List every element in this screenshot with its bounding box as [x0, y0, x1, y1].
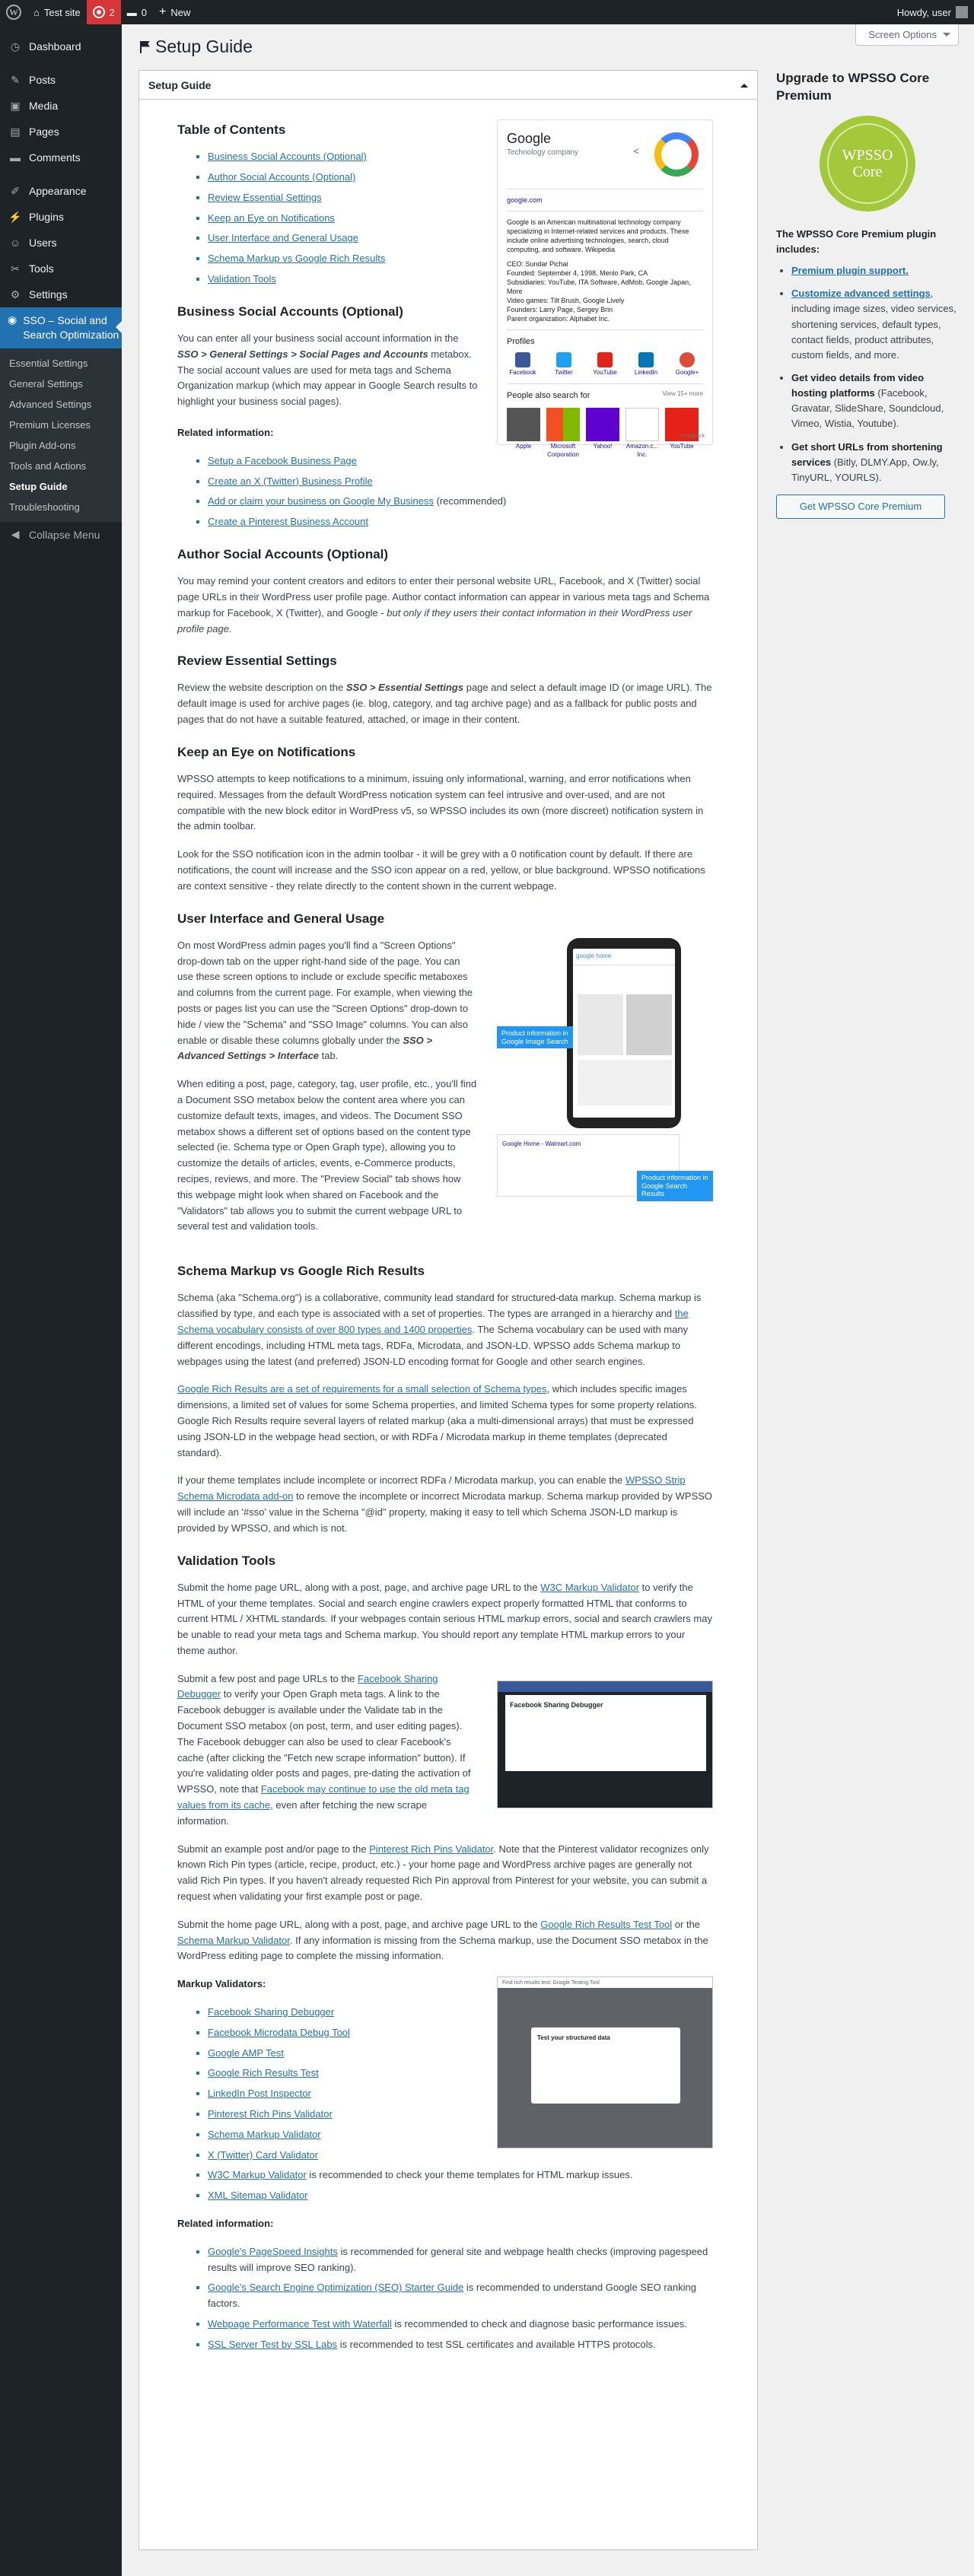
menu-item-dashboard[interactable]	[0, 33, 122, 59]
collapse-icon: ◀	[11, 528, 20, 541]
markup-validators-heading: Markup Validators:	[177, 1978, 266, 1990]
link-advanced-settings[interactable]: Customize advanced settings	[791, 288, 931, 300]
link-twitter-business[interactable]: Create an X (Twitter) Business Profile	[208, 475, 373, 487]
pin-icon: ✎	[11, 73, 20, 86]
author-heading: Author Social Accounts (Optional)	[177, 546, 389, 561]
notifications-paragraph-2: Look for the SSO notification icon in the admin toolbar - it will be grey with a 0 notification count by default. If there are notifications, the count will increase and the SSO icon appear on a red, yellow, or blue background. WPSSO notifications are context sensitive - they relate directly to the content shown in the current webpage.	[177, 848, 705, 892]
sidebar-intro: The WPSSO Core Premium plugin includes:	[776, 227, 937, 256]
kp-people	[507, 408, 703, 460]
callout-search-results: Product information in Google Search Results	[637, 1171, 713, 1201]
schema-paragraph-1: Schema (aka "Schema.org") is a collaborative, community lead standard for structured-data markup. Schema markup is classified by type, and each type is associated with a set of properties. The types are arranged in a hierarchy and the Schema vocabulary consists of over 800 types and 1400 properties. The Schema vocabulary can be used with many different encodings, including HTML meta tags, RDFa, Microdata, and JSON-LD. WPSSO adds Schema markup to webpages using the latest (and preferred) JSON-LD encoding format for Google and other search engines.	[177, 1292, 702, 1367]
menu-item-plugins[interactable]	[0, 204, 122, 230]
kp-description: Google is an American multinational technology company specializing in Internet-related services and products. These include online advertising technologies, search, cloud computing, and software. Wikipedia	[507, 218, 689, 254]
kp-profiles-title: Profiles	[507, 337, 535, 347]
validator-link[interactable]: Schema Markup Validator	[208, 2128, 321, 2140]
submenu-item-licenses[interactable]: Premium Licenses	[9, 418, 91, 431]
collapse-toggle-icon[interactable]	[740, 80, 748, 87]
kp-fact: Founded: September 4, 1998, Menlo Park, CA	[507, 269, 648, 277]
metabox-title: Setup Guide	[148, 78, 212, 91]
menu-item-media[interactable]	[0, 93, 122, 119]
validation-heading: Validation Tools	[177, 1553, 276, 1568]
menu-item-label: Users	[29, 237, 57, 249]
comment-icon: ▬	[10, 151, 21, 164]
menu-item-label: Tools	[29, 262, 54, 275]
avatar	[956, 6, 968, 18]
schema-paragraph-2: Google Rich Results are a set of requirements for a small selection of Schema types, which includes specific images dimensions, a limited set of values for some Schema properties, and limited Schema types for some property relations. Google Rich Results require several layers of related markup (aka a multi-dimensional arrays) that must be expressed using JSON-LD in the webpage head section, or with RDFa / Microdata markup in theme templates (deprecated standard).	[177, 1383, 697, 1458]
menu-item-label: Media	[29, 100, 59, 112]
comment-icon: ▬	[126, 6, 137, 18]
schema-paragraph-3: If your theme templates include incomplete or incorrect RDFa / Microdata markup, you can enable the WPSSO Strip Schema Microdata add-on to remove the incomplete or incorrect Microdata markup. Schema markup provided by WPSSO will include an '#sso' value in the Schema "@id" property, making it easy to tell which Schema JSON-LD markup is provided by WPSSO, and which is not.	[177, 1474, 713, 1534]
get-premium-button[interactable]: Get WPSSO Core Premium	[776, 495, 945, 519]
business-paragraph: You can enter all your business social account information in the SSO > General Settings > Social Pages and Accounts metabox. The social account values are used for meta tags and Schema Organization markup (which may appear in Google Search results to highlight your business social pages).	[177, 332, 478, 408]
collapse-menu-button[interactable]	[0, 522, 122, 548]
toc-link-business[interactable]: Business Social Accounts (Optional)	[208, 151, 367, 163]
submenu-item-advanced[interactable]: Advanced Settings	[9, 398, 92, 410]
toc-link-schema[interactable]: Schema Markup vs Google Rich Results	[208, 253, 386, 265]
sso-menu-icon: ◉	[8, 313, 18, 326]
admin-menu	[0, 24, 122, 2576]
validation-paragraph-2: Submit a few post and page URLs to the Facebook Sharing Debugger to verify your Open Graph meta tags. A link to the Facebook debugger is available under the Validate tab in the Document SSO metabox (on post, term, and user editing pages). The Facebook debugger can also be used to clear Facebook's cache (after clicking the "Fetch new scrape information" button). If you're validating older posts and pages, pre-dating the activation of WPSSO, note that Facebook may continue to use the old meta tag values from its cache, even after fetching the new scrape information.	[177, 1672, 471, 1827]
toc-link-review[interactable]: Review Essential Settings	[208, 191, 322, 203]
kp-profile-youtube: YouTube	[589, 352, 621, 377]
share-icon: <	[633, 145, 639, 157]
link-strip-microdata[interactable]: WPSSO Strip Schema Microdata add-on	[177, 1474, 686, 1503]
validation-related-list: ▪ Google's PageSpeed Insights is recommended for general site and webpage health checks (improving pagespeed results will improve SEO ranking). ▪ Google's Search Engine Optimization (SEO) Starter Guide is recommended to understand Google SEO ranking factors. ▪ Webpage Performance Test with Waterfall is recommended to check and diagnose basic performance issues. ▪ SSL Server Test by SSL Labs is recommended to test SSL certificates and available HTTPS protocols.	[208, 2244, 713, 2353]
rich-results-test-image	[497, 1977, 713, 2148]
comments-link[interactable]	[121, 0, 153, 24]
kp-feedback: Feedback	[681, 433, 705, 439]
metabox-header[interactable]	[139, 71, 757, 100]
new-content-link[interactable]	[153, 0, 196, 24]
kp-person: Yahoo!	[586, 408, 619, 460]
plug-icon: ⚡	[8, 210, 22, 223]
kp-people-more: View 15+ more	[662, 390, 703, 398]
result-title: Google Home - Walmart.com	[502, 1140, 581, 1147]
menu-item-sso[interactable]	[0, 307, 122, 348]
wpsso-core-badge-icon: WPSSO Core	[820, 116, 915, 211]
toc-link-validation[interactable]: Validation Tools	[208, 272, 276, 285]
kp-person: Microsoft Corporation	[546, 408, 580, 460]
menu-item-label: SSO – Social and Search Optimization	[23, 314, 119, 341]
menu-item-label: Appearance	[29, 185, 87, 197]
link-facebook-cache[interactable]: Facebook may continue to use the old meta tag values from its cache	[177, 1783, 469, 1811]
validator-link[interactable]: X (Twitter) Card Validator	[208, 2148, 318, 2161]
submenu-item-addons[interactable]: Plugin Add-ons	[9, 439, 76, 451]
validator-link-w3c[interactable]: W3C Markup Validator	[208, 2169, 307, 2181]
validator-link-xml-sitemap[interactable]: XML Sitemap Validator	[208, 2190, 308, 2202]
home-icon: ⌂	[33, 6, 40, 18]
menu-item-settings[interactable]	[0, 281, 122, 307]
validator-link[interactable]: Google AMP Test	[208, 2046, 284, 2059]
link-schema-markup-validator[interactable]: Schema Markup Validator	[177, 1934, 290, 1946]
ui-heading: User Interface and General Usage	[177, 911, 385, 926]
setup-guide-metabox	[138, 70, 758, 2550]
ui-paragraph-2: When editing a post, page, category, tag, user profile, etc., you'll find a Document SSO metabox below the content area where you can customize default texts, images, and videos. The Document SSO metabox shows a different set of options based on the content type selected (ie. Schema type or Open Graph type), allowing you to customize the details of articles, events, e-Commerce products, recipes, reviews, and more. The "Preview Social" tab shows how this webpage might look when shared on Facebook and the "Validators" tab allows you to submit the current webpage URL to several test and validation tools.	[177, 1078, 477, 1232]
link-w3c-validator[interactable]: W3C Markup Validator	[540, 1581, 640, 1593]
google-logo	[654, 132, 699, 177]
main-content	[122, 24, 974, 2576]
sso-icon	[93, 6, 105, 18]
premium-features	[791, 263, 959, 485]
feature-item	[791, 263, 959, 278]
dashboard-icon: ◷	[10, 40, 21, 52]
link-seo-starter-guide[interactable]: Google's Search Engine Optimization (SEO) Starter Guide	[208, 2282, 464, 2294]
fb-card-title: Facebook Sharing Debugger	[510, 1700, 603, 1709]
validator-link[interactable]: Facebook Sharing Debugger	[208, 2006, 335, 2018]
premium-upsell-sidebar	[776, 70, 959, 519]
google-knowledge-panel-image	[497, 119, 713, 458]
link-google-rich-results-test[interactable]: Google Rich Results Test Tool	[540, 1918, 673, 1930]
page-title-text: Setup Guide	[155, 37, 253, 56]
sidebar-title: Upgrade to WPSSO Core Premium	[776, 71, 930, 103]
howdy-label: Howdy, user	[896, 6, 951, 18]
wordpress-logo[interactable]	[0, 0, 27, 24]
business-related-heading: Related information:	[177, 426, 274, 438]
validation-paragraph-1: Submit the home page URL, along with a post, page, and archive page URL to the W3C Markup Validator to verify the HTML of your theme templates. Social and search engine crawlers expect properly formatted HTML that conforms to current HTML / XHTML standards. If your webpages contain serious HTML markup errors, social and search crawlers may be unable to read your meta tags and Schema markup. You should report any template HTML markup errors to your theme author.	[177, 1581, 712, 1656]
kp-people-title: People also search for	[507, 391, 590, 401]
site-name-label: Test site	[43, 6, 81, 18]
menu-item-tools[interactable]	[0, 256, 122, 281]
comments-count: 0	[141, 6, 148, 18]
submenu-item-essential[interactable]: Essential Settings	[9, 357, 88, 369]
kp-fact: Subsidiaries: YouTube, ITA Software, AdMob, Google Japan, More	[507, 278, 691, 295]
toc-link-ui[interactable]: User Interface and General Usage	[208, 232, 358, 244]
validator-link[interactable]: Pinterest Rich Pins Validator	[208, 2108, 333, 2120]
kp-profile-twitter: Twitter	[548, 352, 580, 377]
sso-notification-count: 2	[109, 6, 115, 18]
menu-item-label: Dashboard	[29, 40, 81, 52]
ui-paragraph-1: On most WordPress admin pages you'll find a "Screen Options" drop-down tab on the upper right-hand side of the page. You can use these screen options to include or exclude specific metaboxes and columns from the current page. For example, when viewing the posts or pages list you can use the "Screen Options" drop-down to hide / view the "Schema" and "SSO Image" columns. You can also enable or disable these columns globally under the SSO > Advanced Settings > Interface tab.	[177, 939, 473, 1062]
validator-link[interactable]: Facebook Microdata Debug Tool	[208, 2026, 350, 2038]
menu-item-users[interactable]	[0, 230, 122, 256]
brush-icon: ✐	[11, 184, 20, 197]
feature-item: • Get short URLs from shortening services (Bitly, DLMY.App, Ow.ly, TinyURL, YOURLS).	[791, 440, 959, 485]
callout-image-search: Product information in Google Image Search	[497, 1026, 573, 1049]
notifications-paragraph-1: WPSSO attempts to keep notifications to a minimum, issuing only informational, warning, and error notifications when required. Messages from the default WordPress notication system can feel intrusive and over-used, and are not compatible with the new block editor in WordPress v5, so WPSSO includes its own (more discreet) notification system in the admin toolbar.	[177, 773, 704, 832]
validator-link[interactable]: Google Rich Results Test	[208, 2067, 319, 2079]
kp-person: Amazon.c... Inc.	[625, 408, 659, 460]
settings-icon: ⚙	[10, 288, 21, 301]
link-premium-support[interactable]: Premium plugin support.	[791, 265, 909, 277]
phone-mockup: google home	[567, 938, 681, 1128]
facebook-debugger-image	[497, 1681, 713, 1808]
kp-person: Apple	[507, 408, 540, 460]
google-product-results-image	[497, 938, 713, 1197]
kp-profile-googleplus: Google+	[671, 352, 703, 377]
rich-test-dialog-title: Test your structured data	[537, 2034, 610, 2042]
wrench-icon: ✂	[11, 262, 20, 275]
sso-notifications[interactable]	[87, 0, 121, 24]
plus-icon: +	[159, 5, 167, 18]
toc-heading: Table of Contents	[177, 122, 286, 137]
feature-item: • Customize advanced settings, including image sizes, video services, shortening services, default types, contact fields, product attributes, custom fields, and more.	[791, 286, 959, 363]
menu-item-label: Comments	[29, 151, 81, 164]
account-menu[interactable]	[897, 6, 974, 18]
link-webpage-test[interactable]: Webpage Performance Test with Waterfall	[208, 2317, 392, 2330]
menu-item-label: Settings	[29, 288, 68, 301]
w3c-note: is recommended to check your theme templates for HTML markup issues.	[306, 2169, 633, 2181]
kp-fact: CEO: Sundar Pichai	[507, 259, 568, 268]
notifications-heading: Keep an Eye on Notifications	[177, 744, 356, 759]
menu-item-comments[interactable]	[0, 145, 122, 170]
kp-fact: Parent organization: Alphabet Inc.	[507, 315, 610, 323]
link-pinterest-validator[interactable]: Pinterest Rich Pins Validator	[369, 1843, 494, 1855]
kp-fact: Founders: Larry Page, Sergey Brin	[507, 306, 613, 314]
submenu-item-troubleshooting[interactable]: Troubleshooting	[9, 501, 80, 513]
link-schema-vocabulary[interactable]: the Schema vocabulary consists of over 800 types and 1400 properties	[177, 1308, 689, 1335]
author-paragraph: You may remind your content creators and editors to enter their personal website URL, Facebook, and X (Twitter) social page URLs in their WordPress user profile page. Author contact information can appear in various meta tags and Schema markup for Facebook, X (Twitter), and Google - but only if they users their contact information in their WordPress user profile page.	[177, 575, 710, 634]
screen-options-button[interactable]: Screen Options	[855, 24, 959, 46]
user-icon: ☺	[9, 237, 21, 249]
link-facebook-business[interactable]: Setup a Facebook Business Page	[208, 454, 357, 466]
collapse-label: Collapse Menu	[29, 528, 100, 541]
kp-site: google.com	[507, 196, 543, 204]
kp-profile-linkedin: LinkedIn	[630, 352, 662, 377]
sso-submenu	[0, 348, 122, 522]
wordpress-icon: W	[6, 5, 21, 20]
validation-related-heading: Related information:	[177, 2218, 274, 2229]
kp-title: Google	[507, 131, 552, 146]
guide-content	[177, 119, 713, 2365]
new-label: New	[170, 6, 191, 18]
page-title	[138, 37, 253, 57]
link-rich-results-requirements[interactable]: Google Rich Results are a set of requirements for a small selection of Schema types	[177, 1383, 547, 1395]
menu-item-pages[interactable]	[0, 119, 122, 145]
link-facebook-debugger[interactable]: Facebook Sharing Debugger	[177, 1672, 438, 1700]
kp-fact: Video games: Tilt Brush, Google Lively	[507, 297, 625, 305]
rich-test-header: Find rich results test: Google Testing Tool	[498, 1977, 712, 1988]
menu-item-label: Plugins	[29, 211, 64, 223]
media-icon: ▣	[10, 99, 21, 112]
review-paragraph: Review the website description on the SSO > Essential Settings page and select a default image ID (or image URL). The default image is used for archive pages (ie. blog, category, and tag archive page) and as a fallback for public posts and pages that do not have a suitable featured, attached, or image in their content.	[177, 682, 712, 726]
business-heading: Business Social Accounts (Optional)	[177, 304, 403, 319]
link-pinterest-business[interactable]: Create a Pinterest Business Account	[208, 516, 369, 528]
feature-item: • Get video details from video hosting platforms (Facebook, Gravatar, SlideShare, Soundcloud, Vimeo, Wistia, Youtube).	[791, 370, 959, 432]
site-name-link[interactable]	[27, 0, 87, 24]
submenu-item-tools[interactable]: Tools and Actions	[9, 460, 87, 472]
kp-person: YouTube	[665, 408, 699, 460]
review-heading: Review Essential Settings	[177, 654, 337, 669]
kp-profiles	[507, 352, 703, 377]
menu-item-label: Posts	[29, 74, 56, 86]
kp-profile-facebook: Facebook	[507, 352, 539, 377]
page-icon: ▤	[10, 125, 21, 138]
validation-paragraph-4: Submit the home page URL, along with a post, page, and archive page URL to the Google Rich Results Test Tool or the Schema Markup Validator. If any information is missing from the Schema markup, use the Document SSO metabox in the WordPress editing page to complete the missing information.	[177, 1918, 708, 1962]
validation-paragraph-3: Submit an example post and/or page to the Pinterest Rich Pins Validator. Note that the Pinterest validator recognizes only known Rich Pin types (article, recipe, product, etc.) - your home page and WordPress archive pages are generally not valid Rich Pin types. If you haven't already requested Rich Pin approval from Pinterest for your website, you can submit a request when validating your first example post or page.	[177, 1843, 709, 1903]
kp-facts	[507, 259, 703, 324]
business-links	[208, 453, 713, 530]
link-ssl-labs[interactable]: SSL Server Test by SSL Labs	[208, 2338, 338, 2350]
admin-toolbar	[0, 0, 974, 24]
flag-icon	[138, 40, 151, 54]
menu-item-label: Pages	[29, 126, 59, 138]
submenu-item-general[interactable]: General Settings	[9, 377, 83, 390]
schema-heading: Schema Markup vs Google Rich Results	[177, 1264, 425, 1279]
kp-subtitle: Technology company	[507, 148, 578, 157]
link-google-my-business[interactable]: Add or claim your business on Google My Business	[208, 495, 434, 507]
menu-item-appearance[interactable]	[0, 178, 122, 204]
recommended-note: (recommended)	[433, 495, 507, 507]
link-pagespeed[interactable]: Google's PageSpeed Insights	[208, 2245, 338, 2257]
menu-item-posts[interactable]	[0, 67, 122, 93]
toc-link-notifications[interactable]: Keep an Eye on Notifications	[208, 211, 335, 224]
validator-link[interactable]: LinkedIn Post Inspector	[208, 2088, 311, 2100]
toc-link-author[interactable]: Author Social Accounts (Optional)	[208, 170, 356, 183]
submenu-item-setup-guide[interactable]: Setup Guide	[9, 480, 68, 492]
